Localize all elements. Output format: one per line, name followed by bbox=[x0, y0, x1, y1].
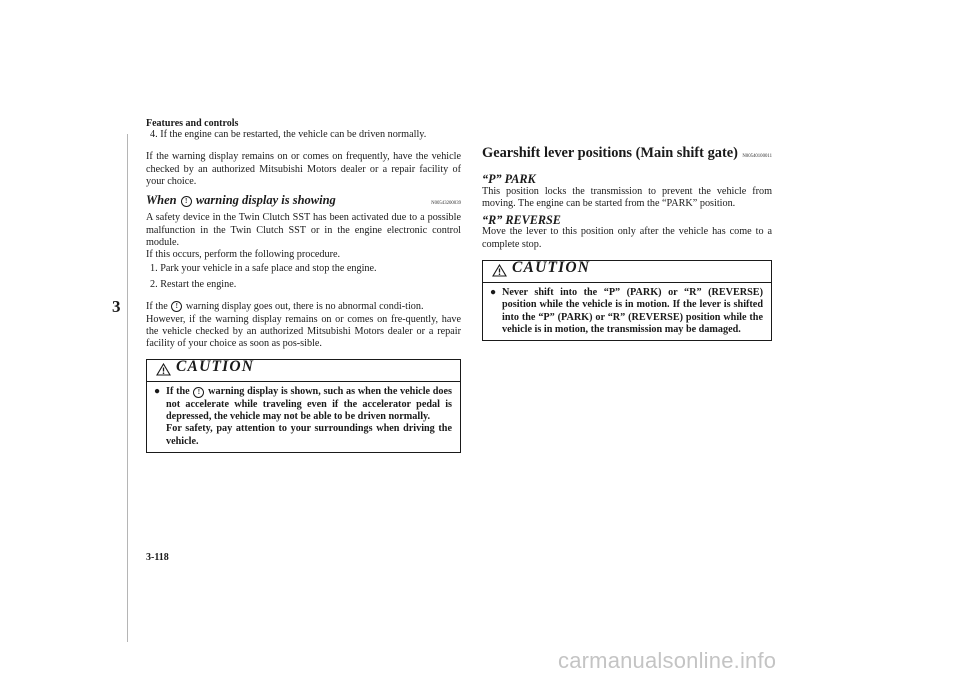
paragraph-safety-device: A safety device in the Twin Clutch SST has been activated due to a possible malfunction in the Twin Clutch SST or in the engine electronic control module. bbox=[146, 212, 461, 249]
bullet: ● bbox=[154, 386, 161, 398]
paragraph-checked: If the warning display remains on or comes on frequently, have the vehicle checked by an authorized Mitsubishi Motors dealer or a repair facility of your choice. bbox=[146, 151, 461, 187]
watermark: carmanualsonline.info bbox=[558, 648, 777, 673]
section-code: N00543200039 bbox=[431, 201, 461, 207]
park-heading: “P” PARK bbox=[482, 172, 536, 187]
transmission-warning-icon: ! bbox=[193, 387, 204, 398]
caution-box-right bbox=[482, 260, 772, 341]
caution-title: CAUTION bbox=[176, 358, 255, 376]
paragraph-goes-out: If the ! warning display goes out, there is no abnormal condi-tion. bbox=[146, 301, 424, 313]
warning-triangle-icon bbox=[156, 363, 171, 376]
gearshift-heading: Gearshift lever positions (Main shift gate) N00540100011 bbox=[482, 147, 772, 163]
section-header: Features and controls bbox=[146, 118, 239, 129]
step-4: 4. If the engine can be restarted, the vehicle can be driven normally. bbox=[150, 129, 427, 140]
bullet: ● bbox=[490, 287, 497, 299]
step-2: 2. Restart the engine. bbox=[150, 278, 237, 290]
paragraph-procedure: If this occurs, perform the following procedure. bbox=[146, 249, 341, 261]
caution-safety-text: For safety, pay attention to your surroundings when driving the vehicle. bbox=[166, 423, 452, 447]
chapter-tab-number: 3 bbox=[112, 297, 121, 316]
margin-rule bbox=[127, 134, 128, 642]
warning-display-heading: When ! warning display is showing N00543200039 bbox=[146, 194, 461, 210]
paragraph-however: However, if the warning display remains on or comes on fre-quently, have the vehicle checked by an authorized Mitsubishi Motors dealer or a repair facility of your choice as soon as pos-sible. bbox=[146, 313, 461, 350]
reverse-heading: “R” REVERSE bbox=[482, 213, 561, 228]
reverse-text: Move the lever to this position only after the vehicle has come to a complete stop. bbox=[482, 226, 772, 250]
caution-box-left: CAUTION ● If the ! warning display is shown, such as when the vehicle does not accelerate while traveling even if the accelerator pedal is depressed, the vehicle may not be able to be driven normally. For safety, pay attention to your surroundings when driving the vehicle. bbox=[146, 359, 461, 452]
step-1: 1. Park your vehicle in a safe place and stop the engine. bbox=[150, 262, 377, 274]
park-text: This position locks the transmission to prevent the vehicle from moving. The engine can be started from the “PARK” position. bbox=[482, 185, 772, 209]
page-number: 3-118 bbox=[146, 552, 169, 563]
transmission-warning-icon: ! bbox=[181, 196, 192, 207]
right-column bbox=[482, 147, 772, 341]
caution-text: Never shift into the “P” (PARK) or “R” (REVERSE) position while the vehicle is in motion. If the lever is shifted into the “P” (PARK) or “R” (REVERSE) position while the vehicle is in motion, the transmission may be damaged. bbox=[502, 287, 763, 335]
section-code: N00540100011 bbox=[742, 154, 772, 159]
left-column bbox=[146, 129, 461, 453]
warning-triangle-icon bbox=[492, 264, 507, 277]
transmission-warning-icon: ! bbox=[171, 301, 182, 312]
caution-title: CAUTION bbox=[512, 259, 591, 277]
